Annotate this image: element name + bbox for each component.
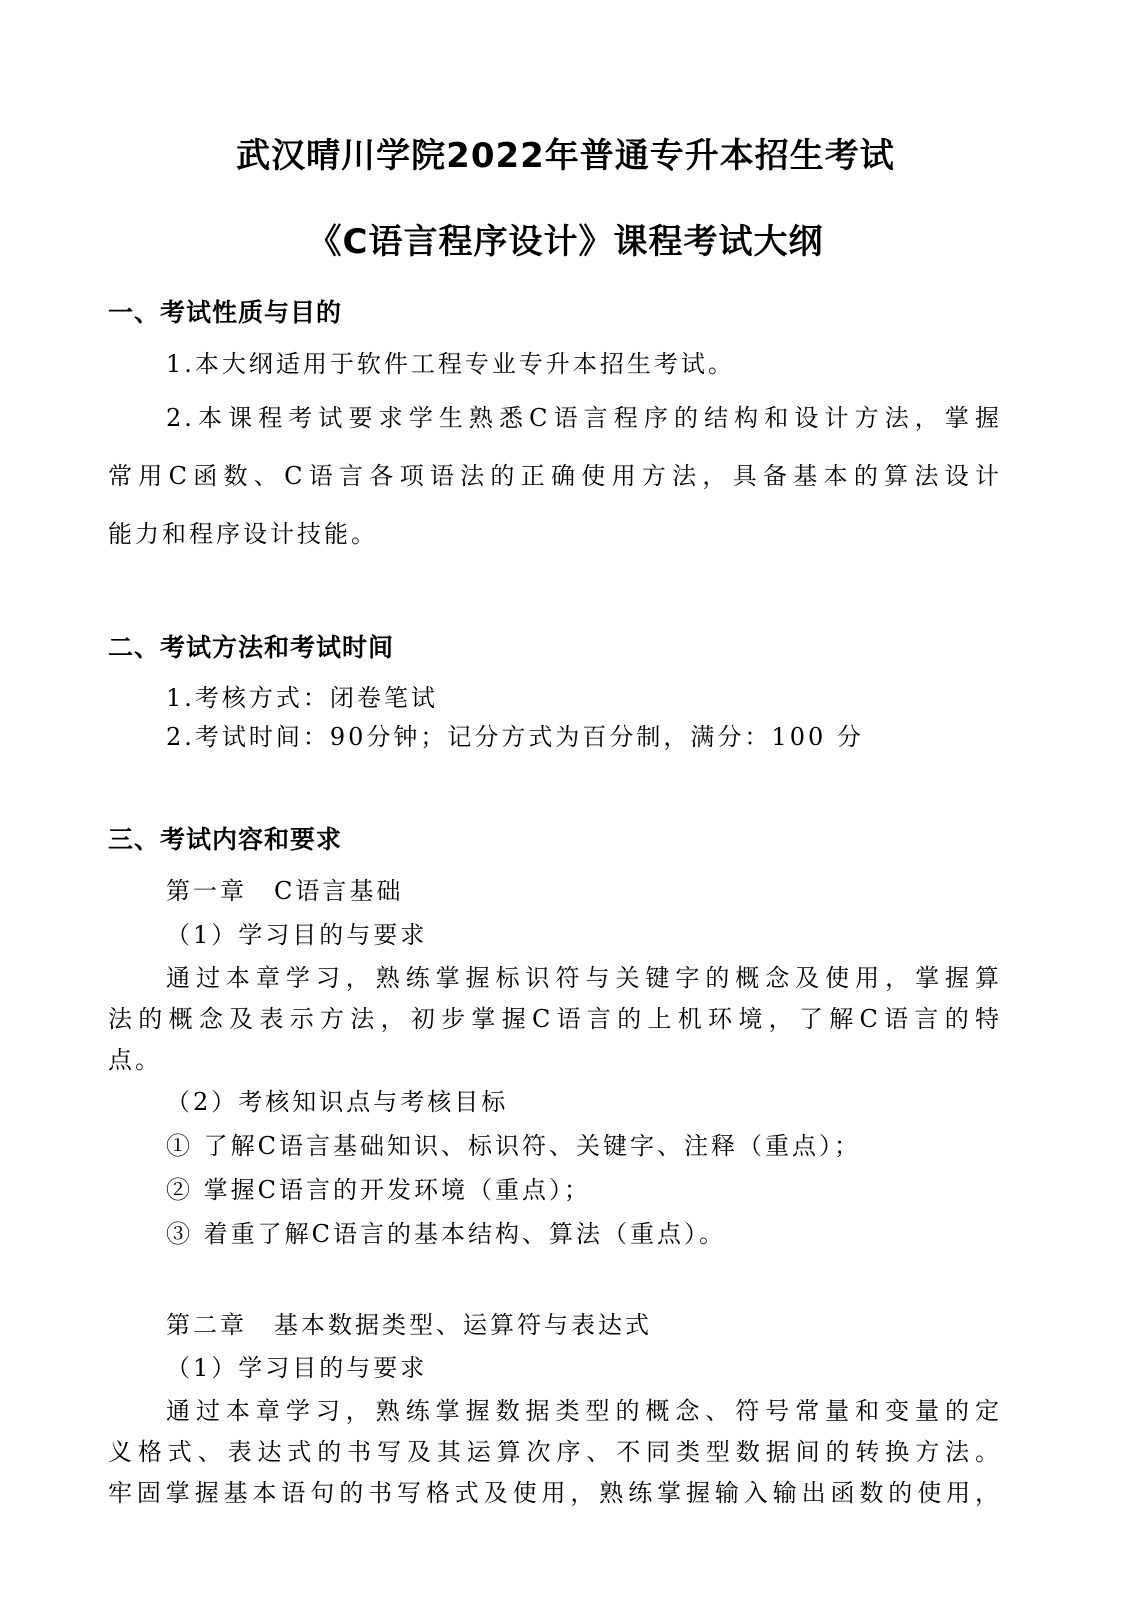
chapter1-point3: ③ 着重了解C语言的基本结构、算法（重点）。: [166, 1220, 726, 1248]
chapter1-title: 第一章 C语言基础: [166, 877, 404, 905]
chapter2-title: 第二章 基本数据类型、运算符与表达式: [166, 1311, 652, 1339]
section3-heading: 三、考试内容和要求: [108, 825, 343, 854]
chapter1-paragraph-line1: 通过本章学习，熟练掌握标识符与关键字的概念及使用，掌握算: [166, 964, 1002, 992]
section2-heading: 二、考试方法和考试时间: [108, 633, 395, 662]
section1-item2-line1: 2.本课程考试要求学生熟悉C语言程序的结构和设计方法，掌握: [166, 404, 1002, 432]
section1-item2-line3: 能力和程序设计技能。: [108, 520, 378, 548]
chapter1-point1: ① 了解C语言基础知识、标识符、关键字、注释（重点）；: [166, 1132, 861, 1160]
section2-item2: 2.考试时间：90分钟；记分方式为百分制，满分：100 分: [166, 723, 864, 751]
document-title-line2: 《C语言程序设计》课程考试大纲: [307, 222, 824, 262]
chapter2-paragraph-line2: 义格式、表达式的书写及其运算次序、不同类型数据间的转换方法。: [108, 1438, 1002, 1466]
section1-item2-line2: 常用C函数、C语言各项语法的正确使用方法，具备基本的算法设计: [108, 462, 1002, 490]
chapter2-subheading-goals: （1）学习目的与要求: [166, 1354, 428, 1382]
chapter1-paragraph-line3: 点。: [108, 1046, 162, 1074]
chapter2-paragraph-line3: 牢固掌握基本语句的书写格式及使用，熟练掌握输入输出函数的使用，: [108, 1479, 1002, 1507]
document-title-line1: 武汉晴川学院2022年普通专升本招生考试: [236, 136, 895, 176]
section1-item1: 1.本大纲适用于软件工程专业专升本招生考试。: [166, 350, 735, 378]
chapter2-paragraph-line1: 通过本章学习，熟练掌握数据类型的概念、符号常量和变量的定: [166, 1397, 1002, 1425]
chapter1-paragraph-line2: 法的概念及表示方法，初步掌握C语言的上机环境，了解C语言的特: [108, 1005, 1002, 1033]
section2-item1: 1.考核方式：闭卷笔试: [166, 684, 438, 712]
section1-heading: 一、考试性质与目的: [108, 298, 343, 327]
chapter1-subheading-goals: （1）学习目的与要求: [166, 921, 428, 949]
chapter1-point2: ② 掌握C语言的开发环境（重点）；: [166, 1176, 591, 1204]
chapter1-subheading-assessment: （2）考核知识点与考核目标: [166, 1088, 509, 1116]
